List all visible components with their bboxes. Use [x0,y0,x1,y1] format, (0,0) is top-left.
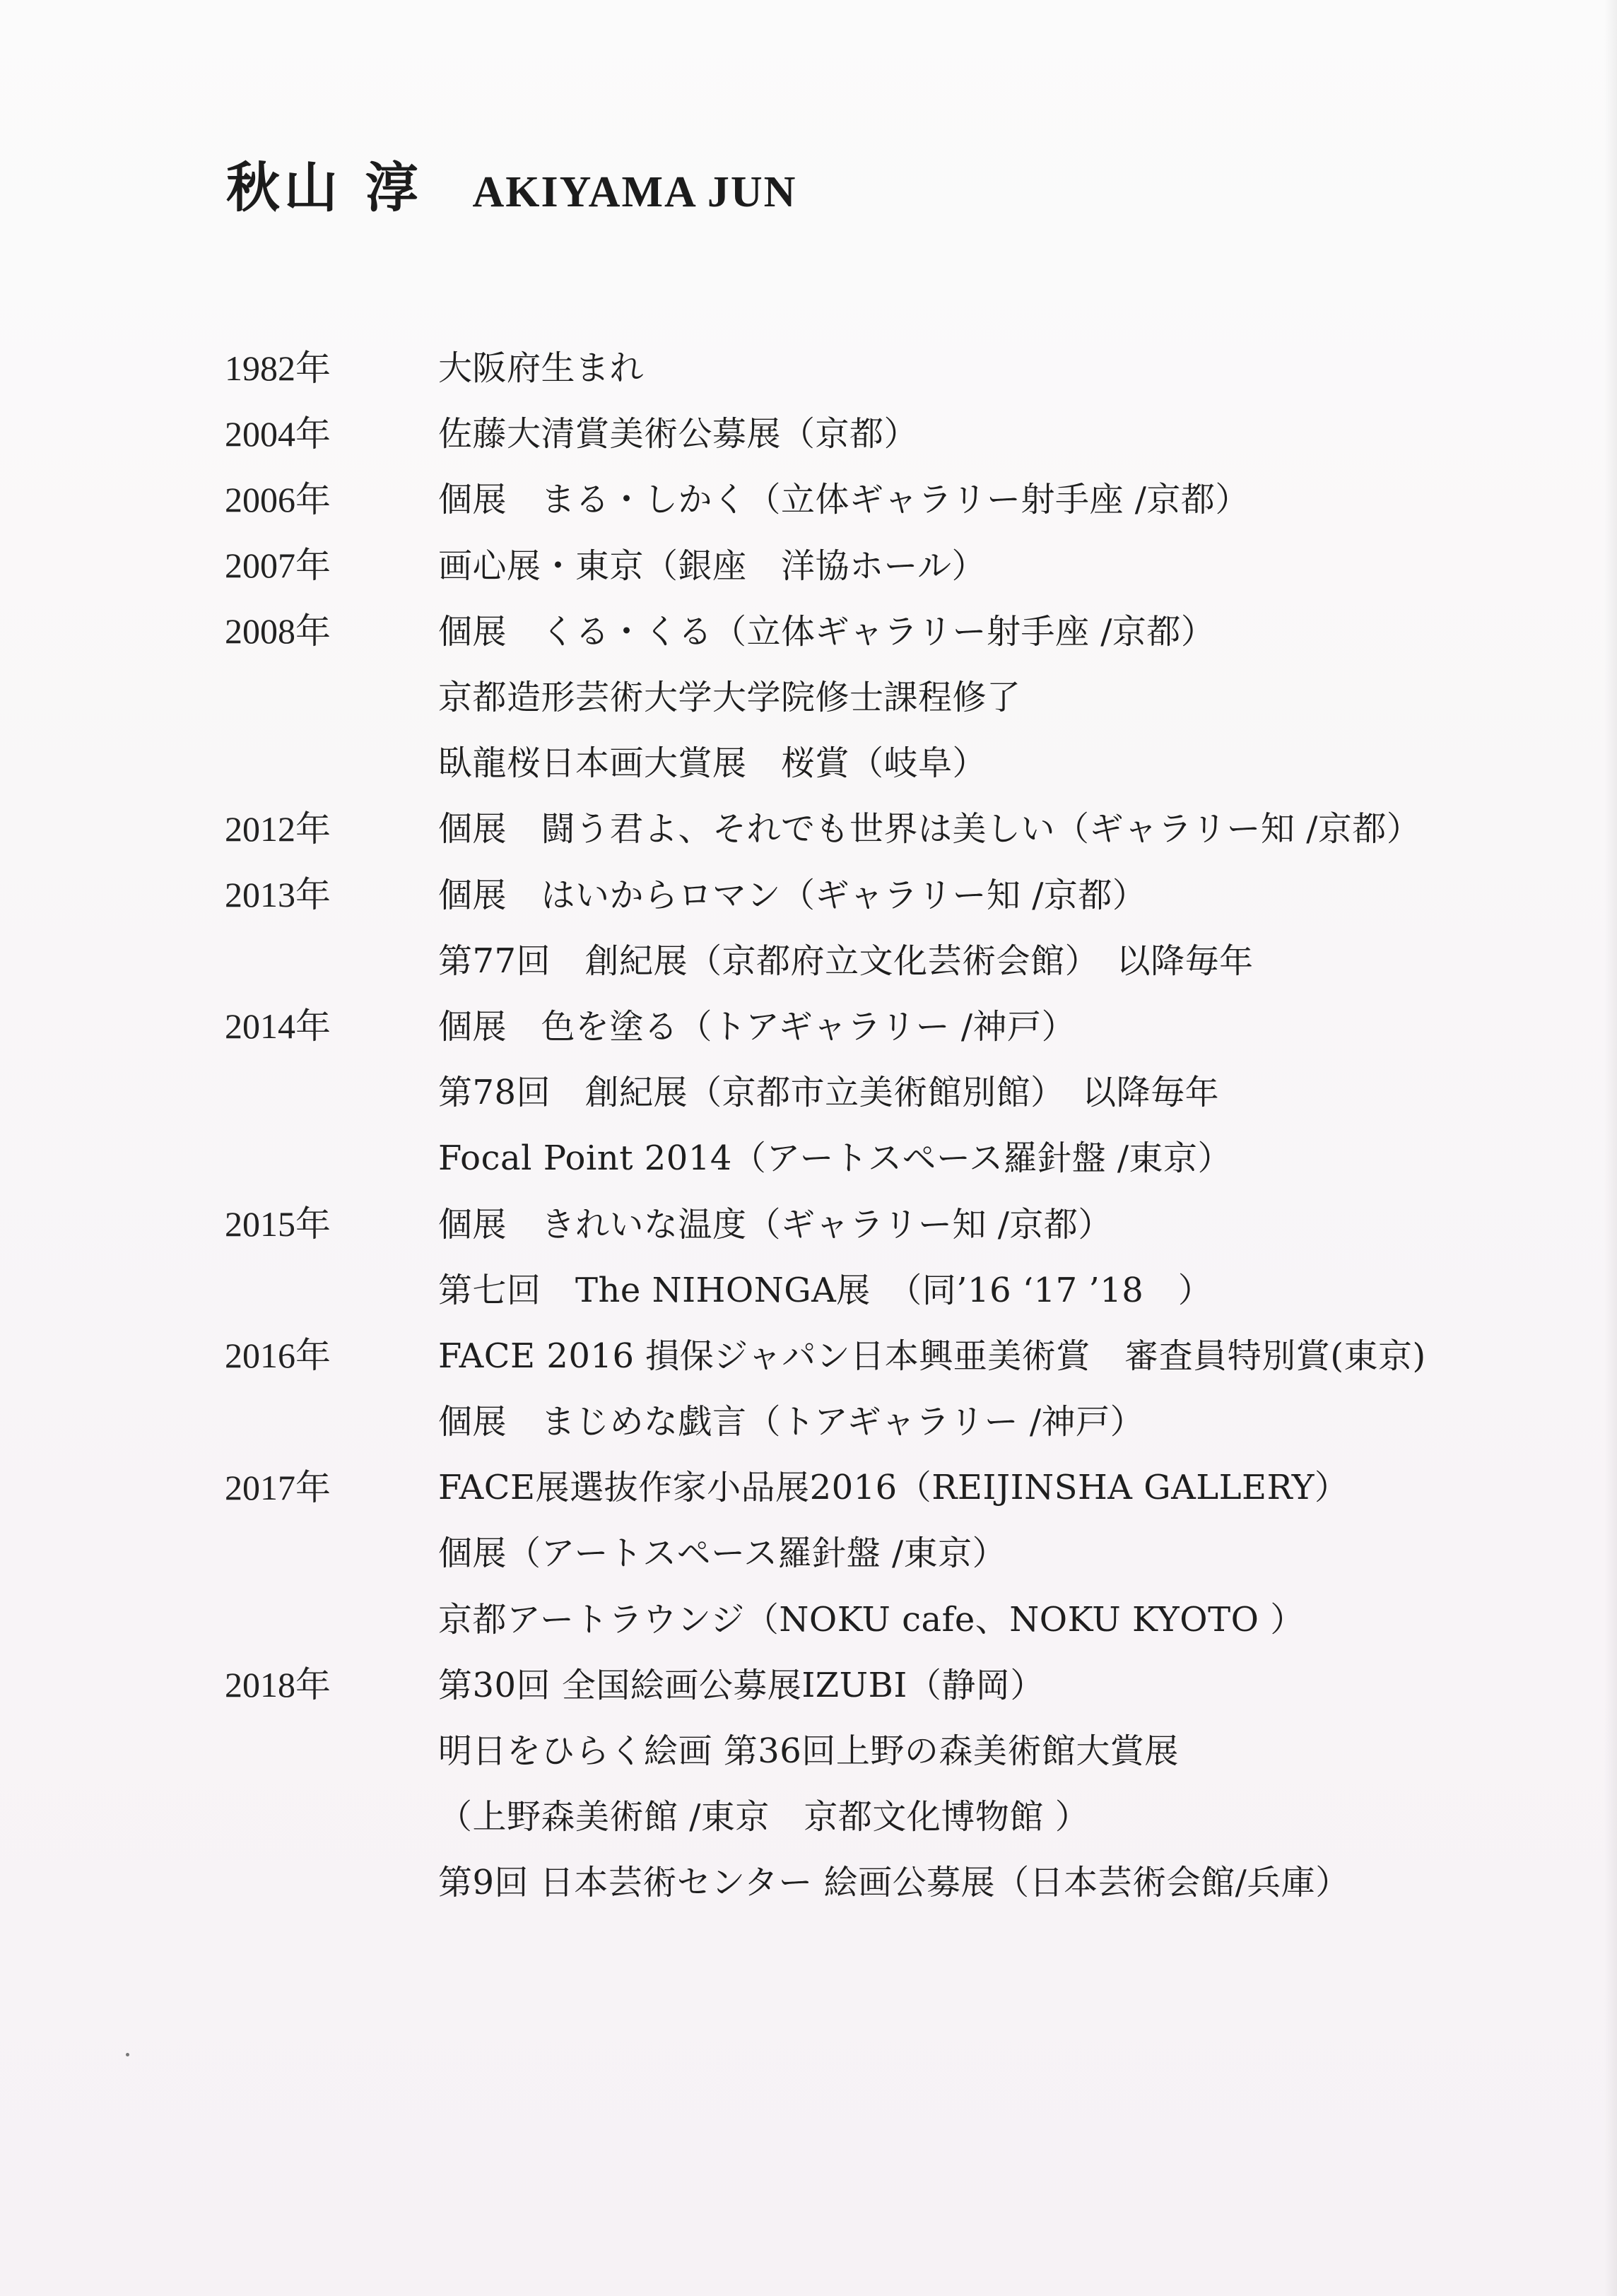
timeline-row [225,332,1568,398]
timeline-year: 2007年 [225,546,331,586]
timeline-event: 個展 くる・くる（立体ギャラリー射手座 /京都） [438,611,1216,652]
artist-name-heading [226,156,797,219]
timeline-event: （上野森美術館 /東京 京都文化博物館 ） [438,1797,1090,1837]
timeline-row [225,1056,1568,1122]
timeline-row [225,991,1568,1056]
timeline-event: 第七回 The NIHONGA展 （同’16 ‘17 ’18 ） [438,1270,1213,1310]
timeline-row [225,1649,1568,1715]
timeline-row [225,530,1568,596]
timeline-year: 1982年 [225,348,331,388]
timeline-row [225,1122,1568,1188]
timeline-year: 2013年 [225,875,331,915]
timeline-year: 2012年 [225,808,331,849]
timeline-event: 個展 闘う君よ、それでも世界は美しい（ギャラリー知 /京都） [438,809,1421,849]
timeline-row [225,1188,1568,1254]
timeline-event: 佐藤大清賞美術公募展（京都） [438,414,919,454]
timeline-row [225,1320,1568,1386]
timeline-event: 明日をひらく絵画 第36回上野の森美術館大賞展 [438,1731,1179,1772]
sheet-edge-shadow [1604,0,1617,2296]
timeline-row [225,1517,1568,1583]
timeline-row [225,1452,1568,1517]
timeline-event: 第78回 創紀展（京都市立美術館別館） 以降毎年 [438,1073,1220,1113]
timeline-row [225,1715,1568,1781]
timeline-event: 第77回 創紀展（京都府立文化芸術会館） 以降毎年 [438,941,1254,981]
timeline-year: 2008年 [225,611,331,652]
timeline-year: 2006年 [225,479,331,519]
timeline-row [225,925,1568,991]
timeline-event: 個展 色を塗る（トアギャラリー /神戸） [438,1006,1076,1047]
timeline-year: 2016年 [225,1336,331,1376]
timeline-row [225,859,1568,925]
timeline-row [225,793,1568,859]
timeline-row [225,464,1568,529]
timeline-year: 2014年 [225,1006,331,1047]
timeline-year: 2017年 [225,1467,331,1507]
timeline-year: 2004年 [225,413,331,454]
timeline-event: 個展 はいからロマン（ギャラリー知 /京都） [438,875,1147,915]
timeline-event: Focal Point 2014（アートスペース羅針盤 /東京） [438,1138,1233,1179]
timeline-event: 個展 まじめな戯言（トアギャラリー /神戸） [438,1402,1145,1442]
timeline-event: 京都アートラウンジ（NOKU cafe、NOKU KYOTO ） [438,1599,1305,1639]
timeline-row [225,727,1568,793]
timeline-event: 大阪府生まれ [438,348,645,389]
timeline-event: 画心展・東京（銀座 洋協ホール） [438,546,987,586]
timeline-event: 個展 まる・しかく（立体ギャラリー射手座 /京都） [438,480,1250,520]
timeline-event: 個展 きれいな温度（ギャラリー知 /京都） [438,1204,1112,1244]
timeline-event: 個展（アートスペース羅針盤 /東京） [438,1533,1007,1574]
timeline-row [225,1254,1568,1320]
timeline-row [225,398,1568,464]
artist-name-english: AKIYAMA JUN [472,168,797,216]
career-timeline [225,332,1568,1913]
timeline-year: 2015年 [225,1204,331,1244]
timeline-row [225,1386,1568,1452]
timeline-event: FACE 2016 損保ジャパン日本興亜美術賞 審査員特別賞(東京) [438,1336,1426,1376]
timeline-row [225,1847,1568,1912]
timeline-event: 臥龍桜日本画大賞展 桜賞（岐阜） [438,743,987,784]
timeline-event: FACE展選抜作家小品展2016（REIJINSHA GALLERY） [438,1468,1349,1508]
paper-speck [126,2053,129,2056]
timeline-row [225,1781,1568,1847]
timeline-event: 第30回 全国絵画公募展IZUBI（静岡） [438,1665,1045,1705]
timeline-row [225,596,1568,661]
timeline-row [225,661,1568,727]
timeline-row [225,1584,1568,1649]
timeline-event: 京都造形芸術大学大学院修士課程修了 [438,678,1021,718]
timeline-year: 2018年 [225,1665,331,1705]
timeline-event: 第9回 日本芸術センター 絵画公募展（日本芸術会館/兵庫） [438,1863,1350,1903]
artist-name-japanese: 秋山 淳 [226,156,423,219]
